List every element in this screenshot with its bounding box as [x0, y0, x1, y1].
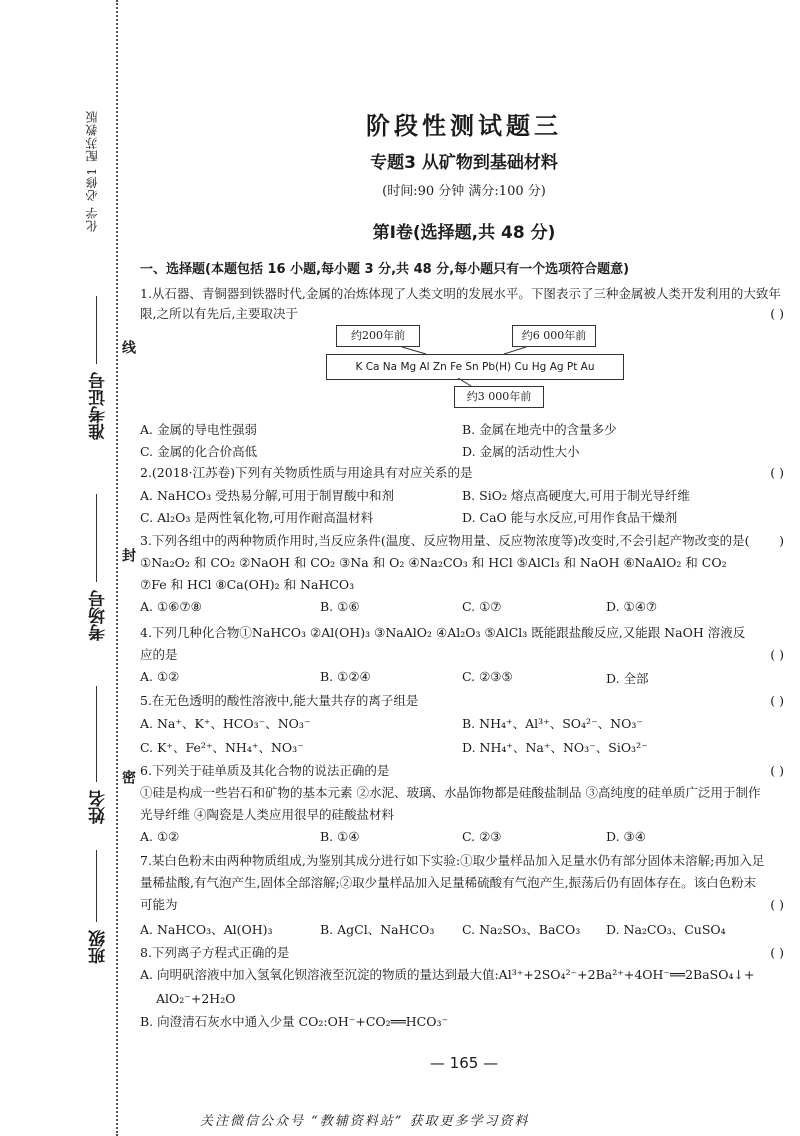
q3-option-c: C. ①⑦ — [462, 599, 502, 614]
q5-option-d: D. NH₄⁺、Na⁺、NO₃⁻、SiO₃²⁻ — [462, 740, 648, 755]
q7-line-2: 量稀盐酸,有气泡产生,固体全部溶解;②取少量样品加入足量稀硫酸有气泡产生,振荡后仍有固体存在。该白色粉末 — [140, 875, 757, 890]
q1-option-d: D. 金属的活动性大小 — [462, 444, 580, 459]
figure-arrows — [326, 345, 626, 390]
q2-option-d: D. CaO 能与水反应,可用作食品干燥剂 — [462, 510, 678, 525]
q4-option-d: D. 全部 — [606, 671, 649, 686]
q6-option-c: C. ②③ — [462, 829, 502, 844]
q3-line-3: ⑦Fe 和 HCl ⑧Ca(OH)₂ 和 NaHCO₃ — [140, 577, 355, 592]
q4-line-2-text: 应的是 — [140, 647, 178, 662]
field-class-line — [96, 850, 97, 922]
q6-stem: 6.下列关于硅单质及其化合物的说法正确的是 — [140, 763, 390, 778]
q4-option-c: C. ②③⑤ — [462, 669, 513, 684]
section-heading: 一、选择题(本题包括 16 小题,每小题 3 分,共 48 分,每小题只有一个选项符合题意) — [140, 262, 630, 277]
label-6000-years: 约6 000年前 — [512, 325, 596, 347]
q2-stem-line — [140, 464, 788, 482]
q4-option-b: B. ①②④ — [320, 669, 371, 684]
q6-line-2: ①硅是构成一些岩石和矿物的基本元素 ②水泥、玻璃、水晶饰物都是硅酸盐制品 ③高纯度的硅单质广泛用于制作 — [140, 785, 761, 800]
q6-option-b: B. ①④ — [320, 829, 360, 844]
binding-mark-secret: 密 — [120, 770, 136, 784]
q7-option-c: C. Na₂SO₃、BaCO₃ — [462, 922, 581, 937]
field-name-label: 姓名 — [89, 790, 109, 824]
q1-line-2 — [140, 305, 788, 323]
book-label: 化学 必修1 配苏教版 — [85, 110, 99, 233]
q8-stem: 8.下列离子方程式正确的是 — [140, 945, 290, 960]
q3-option-b: B. ①⑥ — [320, 599, 360, 614]
q1-option-b: B. 金属在地壳中的含量多少 — [462, 422, 617, 437]
q1-line-1: 1.从石器、青铜器到铁器时代,金属的冶炼体现了人类文明的发展水平。下图表示了三种金属被人类开发利用的大致年 — [140, 286, 781, 301]
q5-option-c: C. K⁺、Fe²⁺、NH₄⁺、NO₃⁻ — [140, 740, 304, 755]
label-3000-years: 约3 000年前 — [454, 386, 544, 408]
field-exam-number-line — [96, 296, 97, 364]
q7-line-1: 7.某白色粉末由两种物质组成,为鉴别其成分进行如下实验:①取少量样品加入足量水仍有部分固体未溶解;再加入足 — [140, 853, 765, 868]
binding-dotted-line — [116, 0, 118, 1136]
q3-option-a: A. ①⑥⑦⑧ — [140, 599, 202, 614]
q2-stem: 2.(2018·江苏卷)下列有关物质性质与用途具有对应关系的是 — [140, 465, 473, 480]
q4-answer-bracket: ( ) — [770, 647, 784, 662]
q8-option-a-line-2: AlO₂⁻+2H₂O — [156, 991, 236, 1006]
footer-note: 关注微信公众号 “教辅资料站” 获取更多学习资料 — [200, 1114, 530, 1129]
q8-stem-line — [140, 944, 788, 962]
q7-option-a: A. NaHCO₃、Al(OH)₃ — [140, 922, 273, 937]
q1-option-c: C. 金属的化合价高低 — [140, 444, 258, 459]
q8-option-b: B. 向澄清石灰水中通入少量 CO₂:OH⁻+CO₂══HCO₃⁻ — [140, 1014, 449, 1029]
field-exam-number-label: 准考证号 — [89, 372, 109, 440]
q3-option-d: D. ①④⑦ — [606, 599, 658, 614]
q7-option-b: B. AgCl、NaHCO₃ — [320, 922, 435, 937]
q2-option-a: A. NaHCO₃ 受热易分解,可用于制胃酸中和剂 — [140, 488, 395, 503]
arrow-to-cu — [504, 347, 526, 354]
q6-answer-bracket: ( ) — [770, 763, 784, 778]
exam-time-score: (时间:90 分钟 满分:100 分) — [382, 184, 546, 199]
q8-option-a-line-1: A. 向明矾溶液中加入氢氧化钡溶液至沉淀的物质的量达到最大值:Al³⁺+2SO₄²⁻+2Ba²⁺+4OH⁻══2BaSO₄↓+ — [140, 967, 755, 982]
page-number: — 165 — — [429, 1054, 499, 1072]
q4-option-a: A. ①② — [140, 669, 180, 684]
part-heading: 第Ⅰ卷(选择题,共 48 分) — [372, 223, 556, 243]
arrow-to-al — [402, 347, 426, 354]
q5-option-a: A. Na⁺、K⁺、HCO₃⁻、NO₃⁻ — [140, 716, 311, 731]
field-name-line — [96, 686, 97, 782]
q5-option-b: B. NH₄⁺、Al³⁺、SO₄²⁻、NO₃⁻ — [462, 716, 643, 731]
q2-option-b: B. SiO₂ 熔点高硬度大,可用于制光导纤维 — [462, 488, 690, 503]
q7-line-3-text: 可能为 — [140, 897, 178, 912]
q6-line-3: 光导纤维 ④陶瓷是人类应用很早的硅酸盐材料 — [140, 807, 394, 822]
q2-answer-bracket: ( ) — [770, 465, 784, 480]
q2-option-c: C. Al₂O₃ 是两性氧化物,可用作耐高温材料 — [140, 510, 374, 525]
label-200-years: 约200年前 — [336, 325, 420, 347]
q3-stem-line — [140, 532, 788, 550]
q7-answer-bracket: ( ) — [770, 897, 784, 912]
binding-mark-seal: 封 — [120, 548, 136, 562]
exam-title: 阶段性测试题三 — [366, 112, 562, 140]
q6-option-d: D. ③④ — [606, 829, 646, 844]
q7-line-3 — [140, 896, 788, 914]
q1-line-2-text: 限,之所以有先后,主要取决于 — [140, 306, 298, 321]
q3-line-2: ①Na₂O₂ 和 CO₂ ②NaOH 和 CO₂ ③Na 和 O₂ ④Na₂CO₃ 和 HCl ⑤AlCl₃ 和 NaOH ⑥NaAlO₂ 和 CO₂ — [140, 555, 727, 570]
q5-stem: 5.在无色透明的酸性溶液中,能大量共存的离子组是 — [140, 693, 419, 708]
metal-activity-series: K Ca Na Mg Al Zn Fe Sn Pb(H) Cu Hg Ag Pt Au — [326, 354, 624, 380]
q6-stem-line — [140, 762, 788, 780]
q8-answer-bracket: ( ) — [770, 945, 784, 960]
q6-option-a: A. ①② — [140, 829, 180, 844]
q5-stem-line — [140, 692, 788, 710]
field-exam-room-line — [96, 494, 97, 582]
q4-line-1: 4.下列几种化合物①NaHCO₃ ②Al(OH)₃ ③NaAlO₂ ④Al₂O₃ ⑤AlCl₃ 既能跟盐酸反应,又能跟 NaOH 溶液反 — [140, 625, 746, 640]
q1-option-a: A. 金属的导电性强弱 — [140, 422, 257, 437]
q3-stem: 3.下列各组中的两种物质作用时,当反应条件(温度、反应物用量、反应物浓度等)改变时,不会引起产物改变的是( — [140, 533, 750, 548]
q1-answer-bracket: ( ) — [770, 306, 784, 321]
field-exam-room-label: 考场号 — [89, 590, 109, 641]
q7-option-d: D. Na₂CO₃、CuSO₄ — [606, 922, 726, 937]
field-class-label: 班级 — [89, 930, 109, 964]
exam-subtitle: 专题3 从矿物到基础材料 — [370, 153, 558, 173]
q5-answer-bracket: ( ) — [770, 693, 784, 708]
binding-mark-line: 线 — [120, 340, 136, 354]
q3-answer-bracket-close: ) — [779, 533, 784, 548]
arrow-to-fe — [458, 378, 471, 386]
q4-line-2 — [140, 646, 788, 664]
